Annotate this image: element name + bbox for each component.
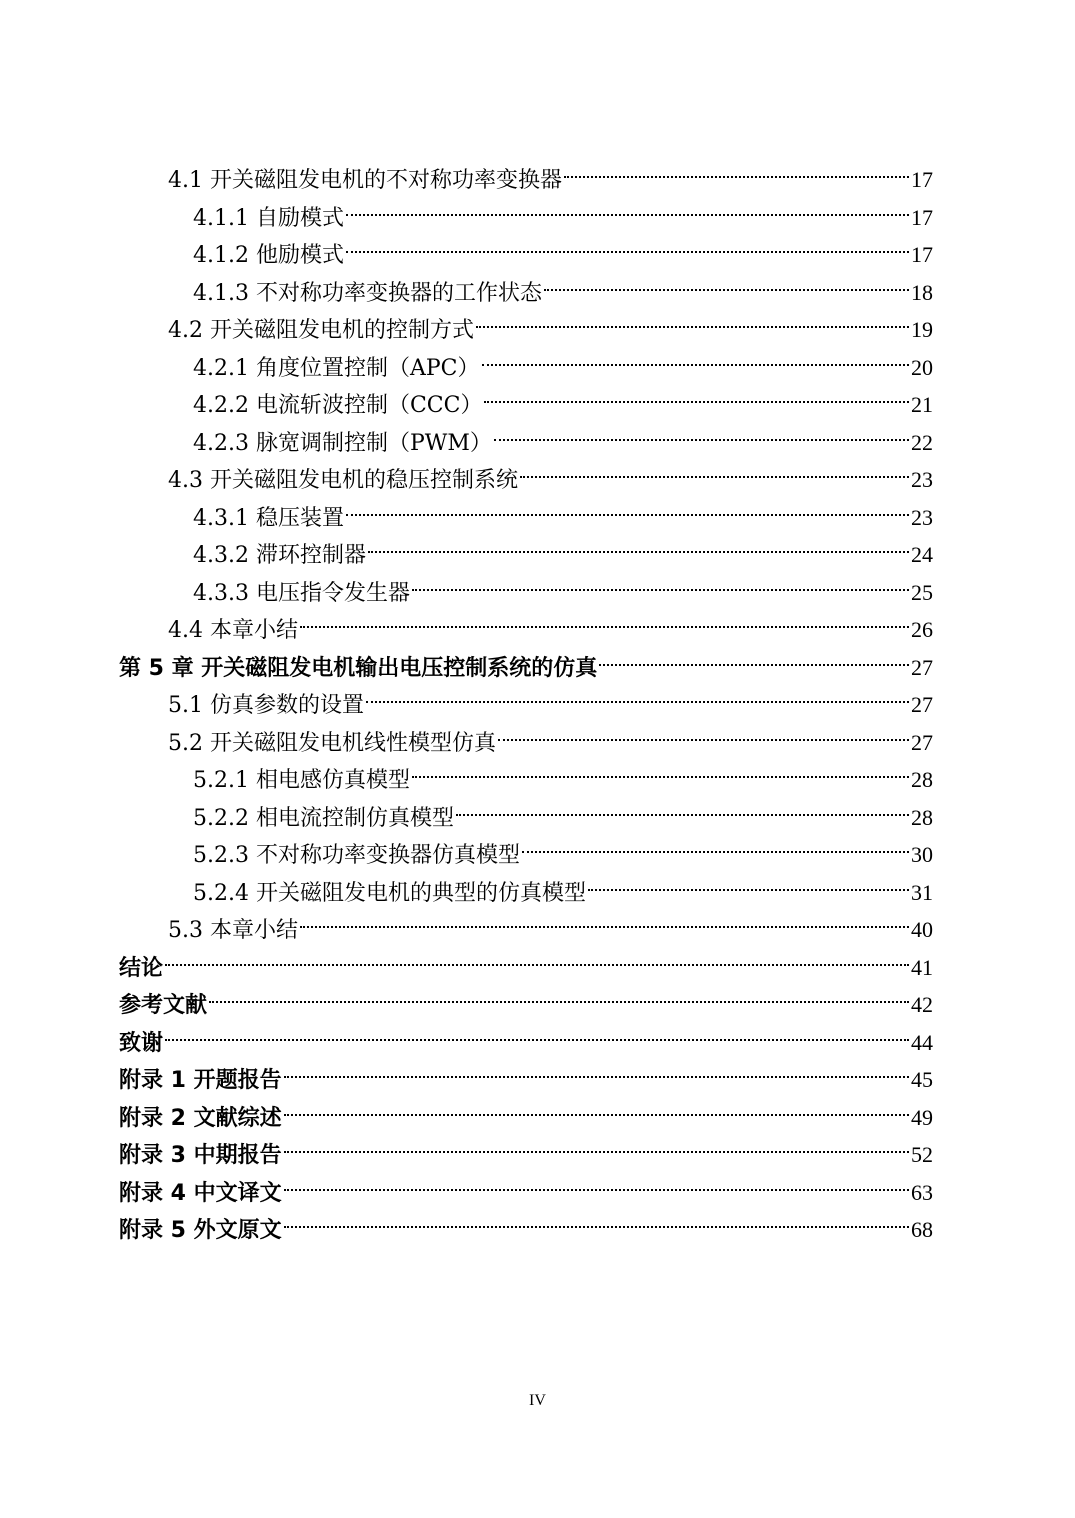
toc-dot-leader bbox=[284, 1050, 909, 1087]
toc-dot-leader bbox=[366, 675, 909, 712]
toc-entry[interactable] bbox=[119, 1013, 933, 1056]
toc-entry[interactable] bbox=[168, 675, 933, 718]
toc-dot-leader bbox=[494, 413, 909, 450]
toc-entry[interactable] bbox=[193, 488, 933, 531]
toc-entry-page: 22 bbox=[911, 429, 933, 455]
toc-entry-page: 24 bbox=[911, 542, 933, 567]
toc-entry-page: 17 bbox=[911, 242, 933, 267]
toc-entry-label: 附录 3 中期报告 bbox=[119, 1143, 282, 1168]
toc-dot-leader bbox=[346, 488, 909, 525]
toc-entry-page: 28 bbox=[911, 767, 933, 792]
toc-entry-page: 63 bbox=[911, 1179, 933, 1205]
toc-entry-page: 20 bbox=[911, 354, 933, 380]
toc-entry[interactable] bbox=[119, 1050, 933, 1093]
toc-entry-label: 5.3 本章小结 bbox=[168, 918, 298, 943]
toc-entry-page: 42 bbox=[911, 992, 933, 1017]
toc-entry-page: 68 bbox=[911, 1217, 933, 1242]
toc-dot-leader bbox=[346, 188, 909, 225]
toc-entry-label: 结论 bbox=[119, 955, 164, 981]
toc-entry-label: 4.1.3 不对称功率变换器的工作状态 bbox=[193, 280, 542, 306]
toc-dot-leader bbox=[498, 713, 909, 750]
toc-entry-page: 26 bbox=[911, 617, 933, 642]
toc-entry-label: 附录 5 外文原文 bbox=[119, 1218, 282, 1243]
toc-entry-label: 5.2 开关磁阻发电机线性模型仿真 bbox=[168, 730, 496, 756]
toc-entry-page: 52 bbox=[911, 1142, 933, 1167]
toc-dot-leader bbox=[544, 263, 909, 300]
toc-dot-leader bbox=[412, 563, 909, 600]
toc-dot-leader bbox=[165, 1013, 909, 1050]
toc-entry[interactable] bbox=[193, 750, 933, 793]
toc-entry[interactable] bbox=[119, 1200, 933, 1243]
toc-dot-leader bbox=[284, 1125, 909, 1162]
toc-dot-leader bbox=[368, 525, 909, 562]
toc-entry-label: 5.2.1 相电感仿真模型 bbox=[193, 768, 410, 793]
toc-entry[interactable] bbox=[193, 525, 933, 568]
toc-entry-page: 28 bbox=[911, 804, 933, 830]
toc-entry-page: 17 bbox=[911, 204, 933, 230]
toc-dot-leader bbox=[599, 638, 909, 675]
toc-entry-page: 27 bbox=[911, 692, 933, 717]
toc-entry[interactable] bbox=[193, 863, 933, 906]
toc-entry-label: 4.2.1 角度位置控制（APC） bbox=[193, 355, 480, 381]
toc-entry-page: 41 bbox=[911, 954, 933, 980]
toc-entry-label: 4.3.2 滞环控制器 bbox=[193, 543, 366, 568]
toc-dot-leader bbox=[284, 1088, 909, 1125]
toc-entry-page: 27 bbox=[911, 654, 933, 680]
toc-entry[interactable] bbox=[193, 375, 933, 418]
toc-entry[interactable] bbox=[193, 338, 933, 381]
toc-entry-label: 4.1.1 自励模式 bbox=[193, 205, 344, 231]
toc-entry-page: 49 bbox=[911, 1104, 933, 1130]
toc-entry-page: 45 bbox=[911, 1067, 933, 1092]
toc-dot-leader bbox=[456, 788, 909, 825]
toc-entry-label: 5.2.3 不对称功率变换器仿真模型 bbox=[193, 843, 520, 868]
toc-entry-label: 4.3.1 稳压装置 bbox=[193, 505, 344, 531]
toc-dot-leader bbox=[412, 750, 909, 787]
toc-dot-leader bbox=[300, 900, 909, 937]
toc-entry[interactable] bbox=[168, 600, 933, 643]
toc-dot-leader bbox=[346, 225, 909, 262]
toc-entry[interactable] bbox=[193, 413, 933, 456]
toc-entry[interactable] bbox=[193, 225, 933, 268]
toc-entry-page: 30 bbox=[911, 842, 933, 867]
toc-entry-label: 参考文献 bbox=[119, 993, 208, 1018]
toc-entry-label: 5.1 仿真参数的设置 bbox=[168, 693, 364, 718]
toc-entry-label: 附录 2 文献综述 bbox=[119, 1105, 282, 1131]
toc-entry[interactable] bbox=[119, 975, 933, 1018]
toc-dot-leader bbox=[284, 1200, 909, 1237]
toc-entry[interactable] bbox=[168, 300, 933, 343]
toc-dot-leader bbox=[520, 450, 909, 487]
toc-entry-page: 21 bbox=[911, 392, 933, 417]
toc-entry-page: 23 bbox=[911, 504, 933, 530]
toc-entry[interactable] bbox=[168, 450, 933, 493]
toc-entry-label: 附录 1 开题报告 bbox=[119, 1068, 282, 1093]
toc-entry[interactable] bbox=[193, 188, 933, 231]
toc-entry[interactable] bbox=[193, 825, 933, 868]
toc-entry-label: 4.1.2 他励模式 bbox=[193, 243, 344, 268]
toc-dot-leader bbox=[588, 863, 909, 900]
toc-entry-label: 4.2 开关磁阻发电机的控制方式 bbox=[168, 318, 474, 343]
toc-entry-page: 31 bbox=[911, 879, 933, 905]
toc-entry-page: 27 bbox=[911, 729, 933, 755]
toc-entry-label: 4.3.3 电压指令发生器 bbox=[193, 580, 410, 606]
toc-entry-page: 40 bbox=[911, 917, 933, 942]
toc-dot-leader bbox=[522, 825, 909, 862]
toc-entry[interactable] bbox=[168, 713, 933, 756]
toc-entry[interactable] bbox=[193, 563, 933, 606]
toc-entry-page: 25 bbox=[911, 579, 933, 605]
toc-entry[interactable] bbox=[119, 1125, 933, 1168]
toc-entry-label: 5.2.4 开关磁阻发电机的典型的仿真模型 bbox=[193, 880, 586, 906]
toc-entry-page: 19 bbox=[911, 317, 933, 342]
toc-dot-leader bbox=[165, 938, 909, 975]
toc-entry[interactable] bbox=[119, 1163, 933, 1206]
toc-entry-page: 44 bbox=[911, 1029, 933, 1055]
toc-dot-leader bbox=[482, 338, 910, 375]
toc-dot-leader bbox=[284, 1163, 909, 1200]
toc-entry[interactable] bbox=[193, 788, 933, 831]
toc-entry-label: 附录 4 中文译文 bbox=[119, 1180, 282, 1206]
toc-entry-label: 5.2.2 相电流控制仿真模型 bbox=[193, 805, 454, 831]
toc-entry[interactable] bbox=[168, 150, 933, 193]
toc-entry-label: 4.2.2 电流斩波控制（CCC） bbox=[193, 393, 483, 418]
toc-entry-page: 17 bbox=[911, 167, 933, 192]
toc-entry-page: 18 bbox=[911, 279, 933, 305]
toc-dot-leader bbox=[300, 600, 909, 637]
toc-entry[interactable] bbox=[119, 938, 933, 981]
toc-entry-page: 23 bbox=[911, 467, 933, 492]
page-number: IV bbox=[529, 1392, 546, 1409]
toc-entry-label: 4.3 开关磁阻发电机的稳压控制系统 bbox=[168, 468, 518, 493]
toc-entry[interactable] bbox=[168, 900, 933, 943]
toc-entry[interactable] bbox=[193, 263, 933, 306]
toc-entry-label: 致谢 bbox=[119, 1030, 164, 1056]
toc-entry-label: 4.2.3 脉宽调制控制（PWM） bbox=[193, 430, 492, 456]
toc-dot-leader bbox=[209, 975, 909, 1012]
toc-entry[interactable] bbox=[119, 638, 933, 681]
toc-entry-label: 4.4 本章小结 bbox=[168, 618, 298, 643]
toc-dot-leader bbox=[476, 300, 909, 337]
toc-dot-leader bbox=[484, 375, 909, 412]
toc-entry-label: 第 5 章 开关磁阻发电机输出电压控制系统的仿真 bbox=[119, 655, 598, 681]
toc-entry-label: 4.1 开关磁阻发电机的不对称功率变换器 bbox=[168, 168, 562, 193]
toc-entry[interactable] bbox=[119, 1088, 933, 1131]
toc-dot-leader bbox=[564, 150, 909, 187]
